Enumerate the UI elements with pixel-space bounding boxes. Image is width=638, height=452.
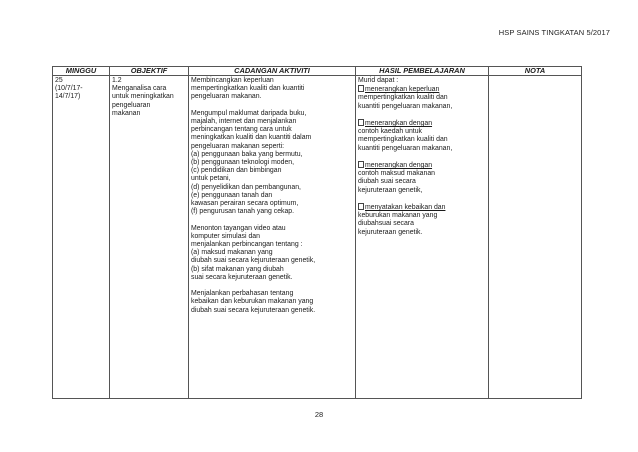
activity-paragraph	[191, 290, 353, 315]
activity-line: perbincangan tentang cara untuk	[191, 126, 292, 134]
outcome-line: contoh maksud makanan	[358, 170, 435, 178]
week-date-end: 14/7/17)	[55, 93, 81, 101]
outcome-line: kuantiti pengeluaran makanan,	[358, 102, 453, 110]
activity-line: suai secara kejuruteraan genetik.	[191, 273, 293, 281]
checkbox-icon	[358, 203, 364, 210]
checkbox-icon	[358, 161, 364, 168]
activity-line: (b) sifat makanan yang diubah	[191, 265, 284, 273]
activity-line: mempertingkatkan kualiti dan kuantiti	[191, 85, 305, 93]
checkbox-icon	[358, 119, 364, 126]
outcome-item	[358, 161, 486, 195]
outcome-item	[358, 119, 486, 153]
outcome-line: mempertingkatkan kualiti dan	[358, 136, 448, 144]
outcome-item	[358, 203, 486, 237]
activity-paragraph	[191, 77, 353, 102]
objective-line: 1.2	[112, 77, 122, 84]
activity-line: (a) maksud makanan yang	[191, 249, 273, 257]
outcomes-intro: Murid dapat :	[358, 77, 399, 84]
activity-line: untuk petani,	[191, 175, 231, 183]
activity-line: kawasan perairan secara optimum,	[191, 200, 299, 208]
outcome-line: kuantiti pengeluaran makanan,	[358, 144, 453, 152]
activity-line: (e) penggunaan tanah dan	[191, 191, 273, 199]
activity-line: pengeluaran makanan.	[191, 93, 262, 101]
objective-line: pengeluaran	[112, 101, 151, 109]
activity-line: diubah suai secara kejuruteraan genetik.	[191, 306, 316, 314]
outcome-line: mempertingkatkan kualiti dan	[358, 94, 448, 102]
activities-cell	[189, 76, 356, 399]
week-cell	[53, 76, 110, 399]
activity-paragraph	[191, 110, 353, 217]
activity-line: (a) penggunaan baka yang bermutu,	[191, 150, 303, 158]
objective-line: untuk meningkatkan	[112, 93, 174, 101]
column-header-activities: CADANGAN AKTIVITI	[189, 67, 356, 76]
activity-line: Menonton tayangan video atau	[191, 224, 286, 232]
objective-line: makanan	[112, 109, 141, 117]
column-header-week: MINGGU	[53, 67, 110, 76]
column-header-notes: NOTA	[489, 67, 582, 76]
lesson-plan-table	[52, 66, 582, 399]
activity-line: Mengumpul maklumat daripada buku,	[191, 109, 307, 117]
notes-cell	[489, 76, 582, 399]
outcome-line: diubahsuai secara	[358, 220, 414, 228]
activity-line: komputer simulasi dan	[191, 232, 260, 240]
activity-line: Membincangkan keperluan	[191, 77, 274, 84]
outcome-line: keburukan makanan yang	[358, 212, 438, 220]
objective-cell	[110, 76, 189, 399]
page-number: 28	[314, 410, 324, 419]
table-header-row	[53, 67, 582, 76]
outcome-lead: menerangkan dengan	[365, 120, 433, 127]
activity-line: (b) penggunaan teknologi moden,	[191, 159, 295, 167]
activity-line: majalah, internet dan menjalankan	[191, 118, 297, 125]
checkbox-icon	[358, 85, 364, 92]
activity-line: (c) pendidikan dan bimbingan	[191, 167, 282, 175]
week-number: 25	[55, 77, 63, 84]
week-date-start: (10/7/17-	[55, 85, 83, 93]
outcome-line: contoh kaedah untuk	[358, 128, 422, 136]
objective-line: Menganalisa cara	[112, 85, 167, 93]
outcome-lead: menerangkan keperluan	[365, 86, 440, 94]
activity-line: Menjalankan perbahasan tentang	[191, 290, 294, 298]
column-header-objective: OBJEKTIF	[110, 67, 189, 76]
outcome-lead: menerangkan dengan	[365, 162, 433, 169]
activity-line: (d) penyelidikan dan pembangunan,	[191, 183, 301, 191]
activity-line: kebaikan dan keburukan makanan yang	[191, 298, 314, 306]
outcome-line: diubah suai secara	[358, 178, 416, 186]
activity-line: (f) pengurusan tanah yang cekap.	[191, 208, 295, 216]
document-code: HSP SAINS TINGKATAN 5/2017	[498, 28, 610, 37]
outcome-item	[358, 85, 486, 111]
activity-line: pengeluaran makanan seperti:	[191, 142, 285, 150]
activity-line: diubah suai secara kejuruteraan genetik,	[191, 257, 316, 265]
activity-paragraph	[191, 225, 353, 282]
outcome-line: kejuruteraan genetik.	[358, 228, 423, 236]
outcome-line: kejuruteraan genetik,	[358, 186, 423, 194]
outcomes-cell	[356, 76, 489, 399]
table-row	[53, 76, 582, 399]
outcome-lead: menyatakan kebaikan dan	[365, 204, 446, 211]
activity-line: meningkatkan kualiti dan kuantiti dalam	[191, 134, 312, 142]
column-header-outcomes: HASIL PEMBELAJARAN	[356, 67, 489, 76]
activity-line: menjalankan perbincangan tentang :	[191, 241, 303, 249]
